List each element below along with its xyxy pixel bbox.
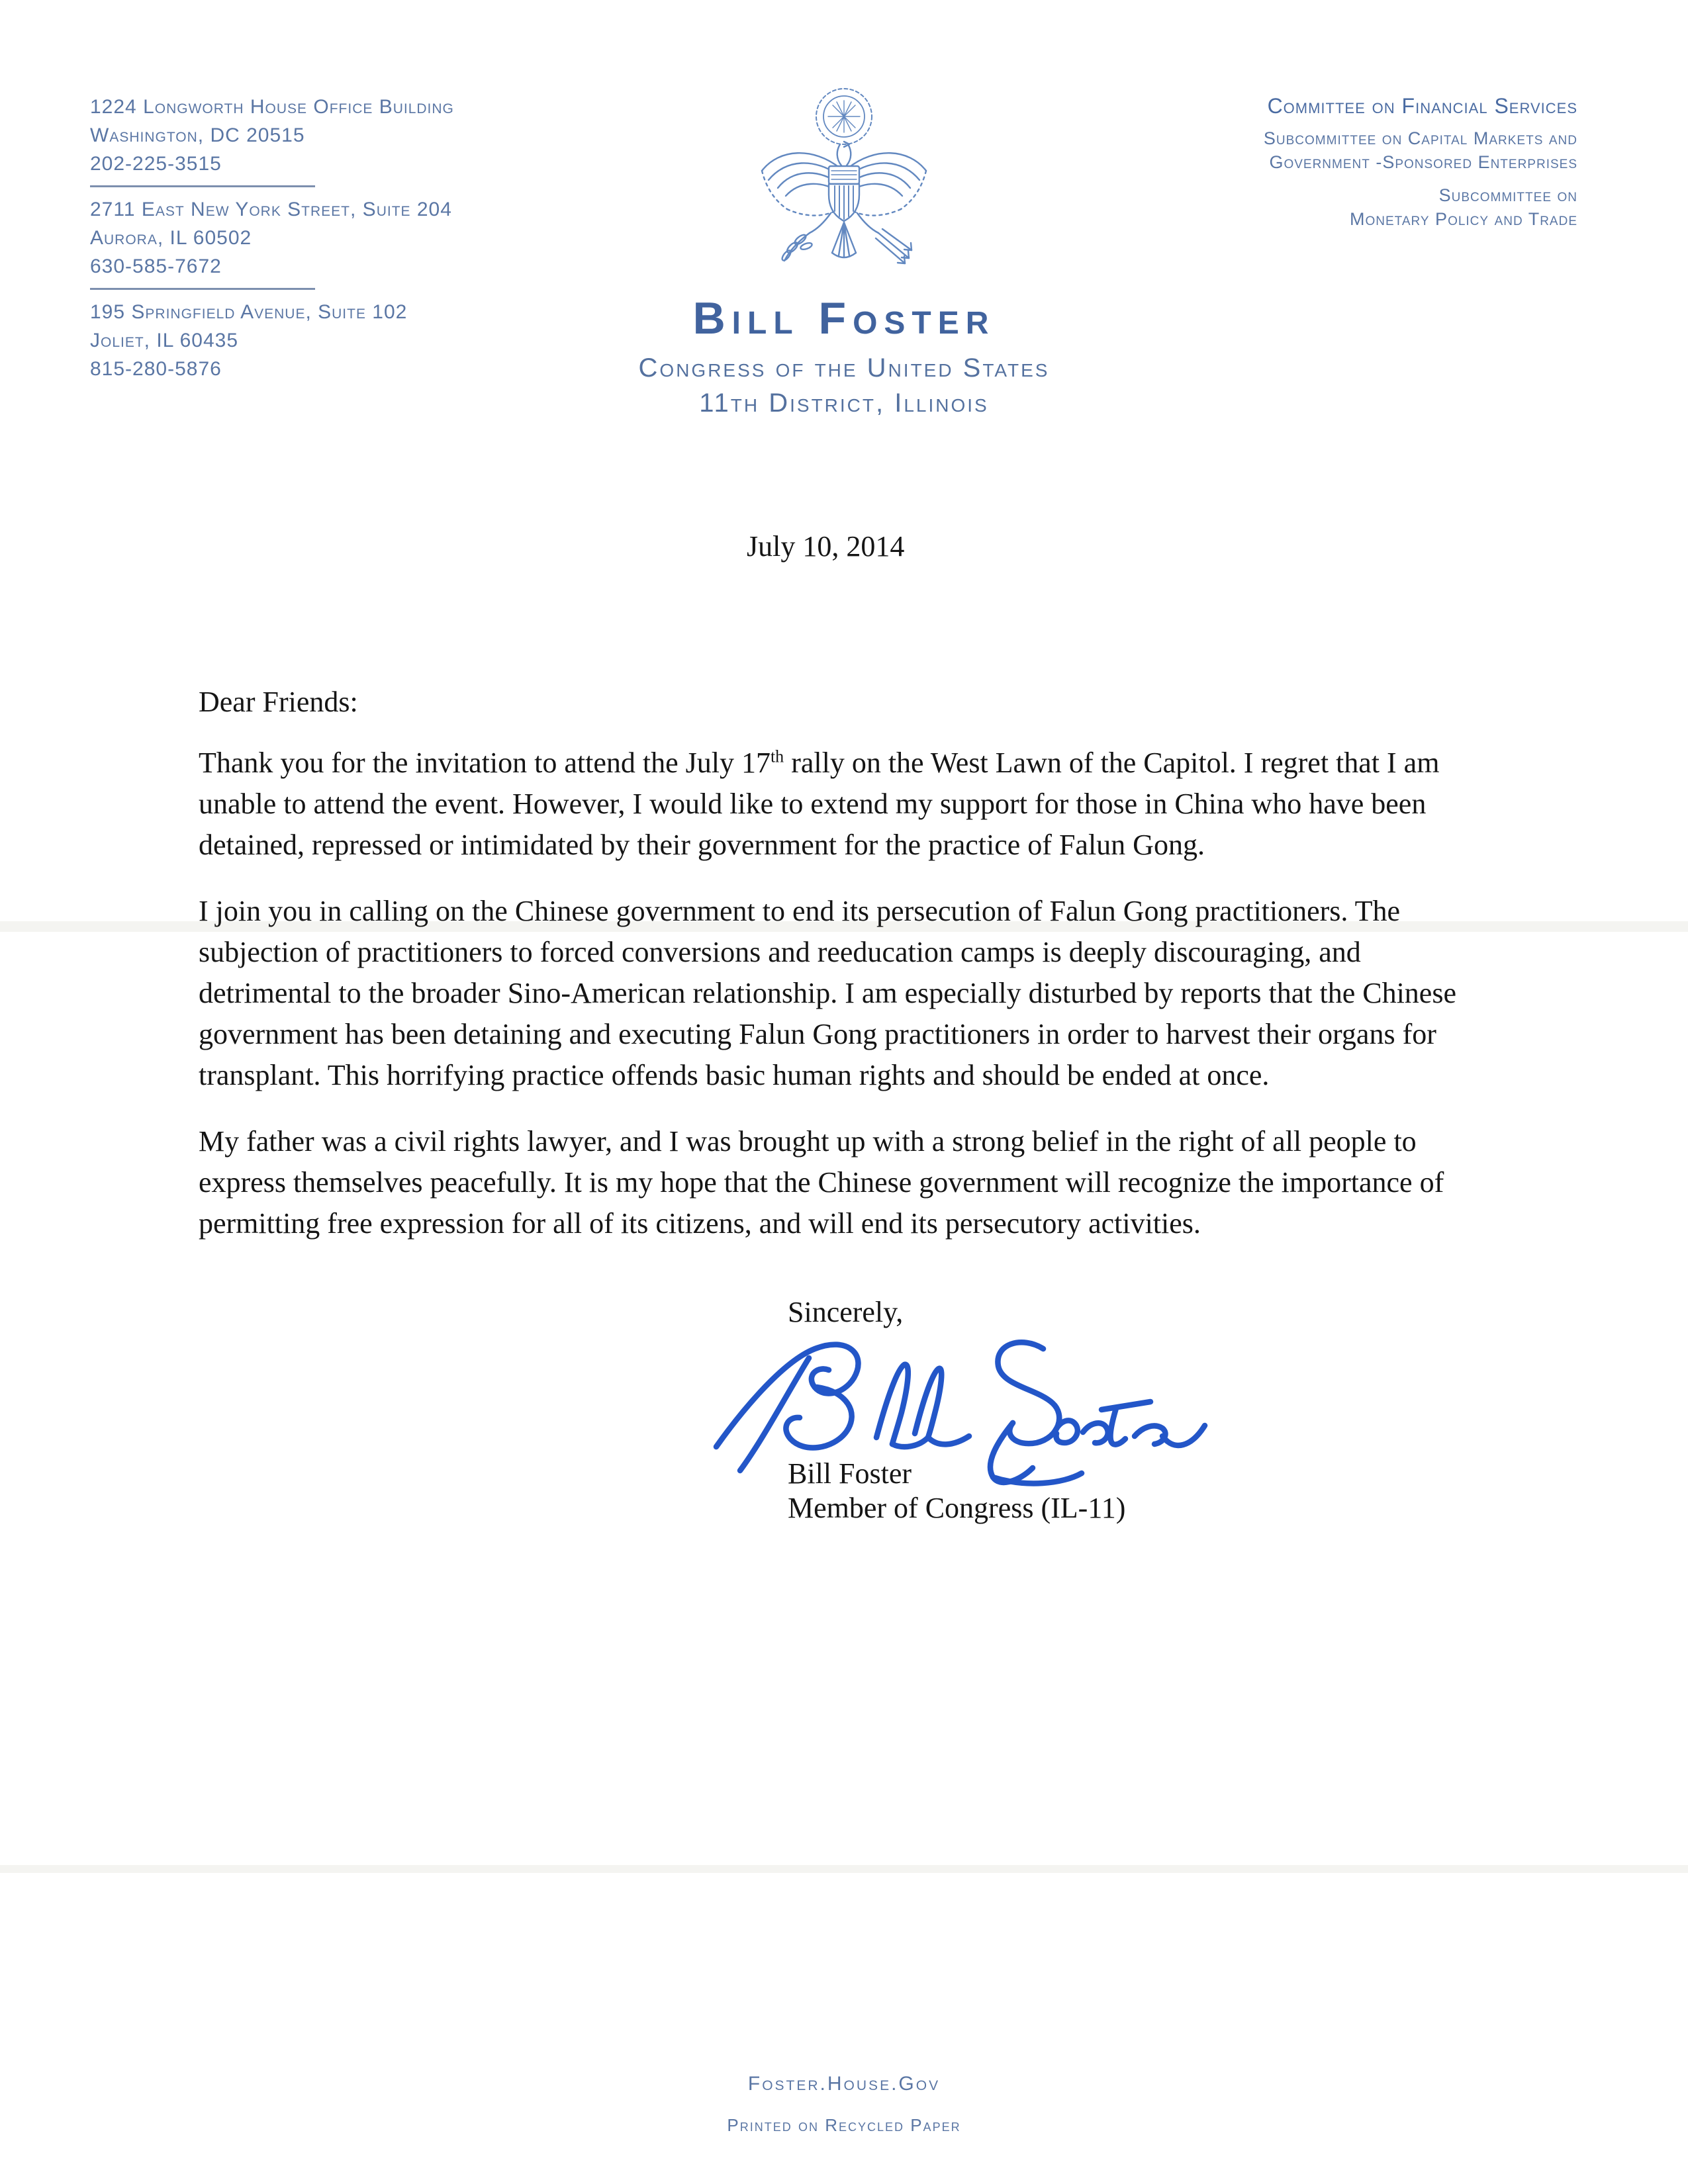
office-divider: [90, 185, 315, 187]
office-phone: 815-280-5876: [90, 358, 222, 380]
committee-assignments-block: [1154, 94, 1577, 231]
closing-word: Sincerely,: [788, 1296, 904, 1328]
office-address-line: 2711 East New York Street, Suite 204: [90, 199, 452, 220]
handwritten-signature: [707, 1314, 1223, 1486]
ordinal-superscript: th: [770, 747, 784, 766]
member-name: Bill Foster: [692, 293, 996, 343]
subcommittee-name-line: Monetary Policy and Trade: [1349, 209, 1577, 229]
district-line: 11th District, Illinois: [699, 388, 989, 418]
office-phone: 630-585-7672: [90, 255, 222, 277]
scan-artifact-band: [0, 1865, 1688, 1873]
paragraph-text: Thank you for the invitation to attend the July 17: [199, 747, 771, 779]
office-address-line: Washington, DC 20515: [90, 124, 305, 146]
subcommittee-name-line: Subcommittee on: [1438, 185, 1577, 205]
office-address: [90, 93, 500, 178]
great-seal-eagle-icon: [745, 82, 943, 281]
subcommittee-name-line: Subcommittee on Capital Markets and: [1263, 128, 1577, 148]
office-address-line: 1224 Longworth House Office Building: [90, 96, 454, 118]
committee-name: Committee on Financial Services: [1267, 94, 1577, 118]
office-phone: 202-225-3515: [90, 153, 222, 175]
salutation: Dear Friends:: [199, 686, 358, 718]
office-address-line: Aurora, IL 60502: [90, 227, 252, 249]
letter-date: July 10, 2014: [747, 530, 905, 563]
footer-recycled-note: Printed on Recycled Paper: [727, 2115, 961, 2135]
congress-line: Congress of the United States: [638, 353, 1050, 383]
office-address-line: Joliet, IL 60435: [90, 330, 239, 351]
paragraph-text: rally on the West Lawn of the Capitol. I regret that I am unable to attend the event. However, I would like to extend my support for those in China who have been detained, repressed or intimidated by their government for the practice of Falun Gong.: [199, 747, 1440, 861]
letter-body: [199, 529, 1489, 1558]
signed-name: Bill Foster: [788, 1457, 912, 1490]
closing-block: [199, 1273, 1489, 1558]
office-address-line: 195 Springfield Avenue, Suite 102: [90, 301, 408, 323]
footer-website: Foster.House.Gov: [747, 2073, 941, 2095]
paragraph: I join you in calling on the Chinese government to end its persecution of Falun Gong practitioners. The subjection of practitioners to forced conversions and reeducation camps is deeply discouraging, and detrimental to the broader Sino-American relationship. I am especially disturbed by reports that the Chinese government has been detaining and executing Falun Gong practitioners in order to harvest their organs for transplant. This horrifying practice offends basic human rights and should be ended at once.: [199, 895, 1456, 1091]
letterhead-center-block: [579, 82, 1109, 418]
district-offices-block: [90, 93, 500, 383]
paragraph: [199, 743, 1489, 866]
office-divider: [90, 288, 315, 290]
signed-title: Member of Congress (IL-11): [788, 1492, 1126, 1524]
office-address: [90, 195, 500, 281]
subcommittee-name-line: Government -Sponsored Enterprises: [1269, 152, 1577, 172]
paragraph: My father was a civil rights lawyer, and I was brought up with a strong belief in the right of all people to express themselves peacefully. It is my hope that the Chinese government will recognize the importance of permitting free expression for all of its citizens, and will end its persecutory activities.: [199, 1125, 1444, 1240]
office-address: [90, 298, 500, 383]
